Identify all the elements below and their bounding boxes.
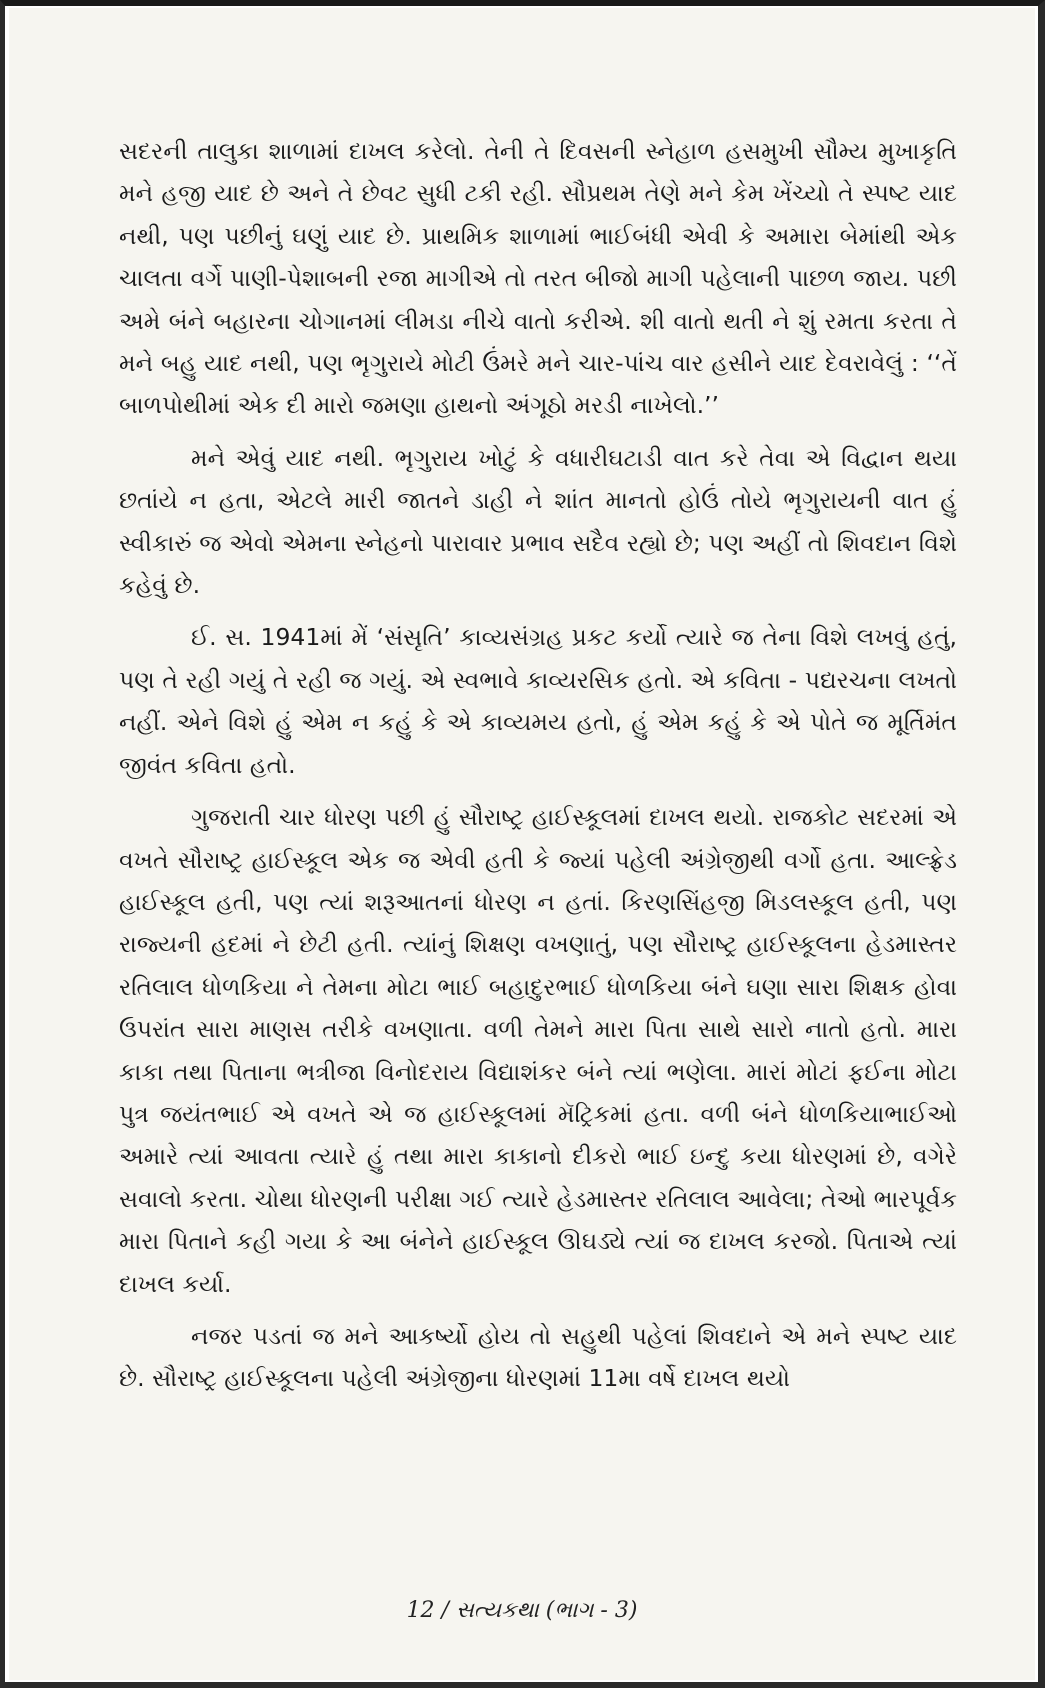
paragraph: મને એવું યાદ નથી. ભૃગુરાય ખોટું કે વધારીઘટાડી વાત કરે તેવા એ વિદ્વાન થયા છતાંયે ન હતા, એટલે મારી જાતને ડાહી ને શાંત માનતો હોઉં તોયે ભૃગુરાયની વાત હું સ્વીકારું જ એવો એમના સ્નેહનો પારાવાર પ્રભાવ સદૈવ રહ્યો છે; પણ અહીં તો શિવદાન વિશે કહેવું છે. [119, 443, 957, 600]
paragraph-continuation: સદરની તાલુકા શાળામાં દાખલ કરેલો. તેની તે દિવસની સ્નેહાળ હસમુખી સૌમ્ય મુખાકૃતિ મને હજી યાદ છે અને તે છેવટ સુધી ટકી રહી. સૌપ્રથમ તેણે મને કેમ ખેંચ્યો તે સ્પષ્ટ યાદ નથી, પણ પછીનું ઘણું યાદ છે. પ્રાથમિક શાળામાં ભાઈબંધી એવી કે અમારા બેમાંથી એક ચાલતા વર્ગે પાણી-પેશાબની રજા માગીએ તો તરત બીજો માગી પહેલાની પાછળ જાય. પછી અમે બંને બહારના ચોગાનમાં લીમડા નીચે વાતો કરીએ. શી વાતો થતી ને શું રમતા કરતા તે મને બહુ યાદ નથી, પણ ભૃગુરાયે મોટી ઉંમરે મને ચાર-પાંચ વાર હસીને યાદ દેવરાવેલું : ‘‘તેં બાળપોથીમાં એક દી મારો જમણા હાથનો અંગૂઠો મરડી નાખેલો.’’ [119, 137, 957, 420]
body-text [119, 130, 957, 1410]
paragraph: નજર પડતાં જ મને આકર્ષ્યો હોય તો સહુથી પહેલાં શિવદાને એ મને સ્પષ્ટ યાદ છે. સૌરાષ્ટ્ર હાઈસ્કૂલના પહેલી અંગ્રેજીના ધોરણમાં 11મા વર્ષે દાખલ થયો [119, 1321, 957, 1393]
paragraph: ઈ. સ. 1941માં મેં ‘સંસૃતિ’ કાવ્યસંગ્રહ પ્રકટ કર્યો ત્યારે જ તેના વિશે લખવું હતું, પણ તે રહી ગયું તે રહી જ ગયું. એ સ્વભાવે કાવ્યરસિક હતો. એ કવિતા - પદ્યરચના લખતો નહીં. એને વિશે હું એમ ન કહું કે એ કાવ્યમય હતો, હું એમ કહું કે એ પોતે જ મૂર્તિમંત જીવંત કવિતા હતો. [119, 623, 957, 779]
book-page [9, 8, 1035, 1680]
paragraph: ગુજરાતી ચાર ધોરણ પછી હું સૌરાષ્ટ્ર હાઈસ્કૂલમાં દાખલ થયો. રાજકોટ સદરમાં એ વખતે સૌરાષ્ટ્ર હાઈસ્કૂલ એક જ એવી હતી કે જ્યાં પહેલી અંગ્રેજીથી વર્ગો હતા. આલ્ફ્રેડ હાઈસ્કૂલ હતી, પણ ત્યાં શરૂઆતનાં ધોરણ ન હતાં. કિરણસિંહજી મિડલસ્કૂલ હતી, પણ રાજ્યની હદમાં ને છેટી હતી. ત્યાંનું શિક્ષણ વખણાતું, પણ સૌરાષ્ટ્ર હાઈસ્કૂલના હેડમાસ્તર રતિલાલ ધોળકિયા ને તેમના મોટા ભાઈ બહાદુરભાઈ ધોળકિયા બંને ઘણા સારા શિક્ષક હોવા ઉપરાંત સારા માણસ તરીકે વખણાતા. વળી તેમને મારા પિતા સાથે સારો નાતો હતો. મારા કાકા તથા પિતાના ભત્રીજા વિનોદરાય વિદ્યાશંકર બંને ત્યાં ભણેલા. મારાં મોટાં ફઈના મોટા પુત્ર જયંતભાઈ એ વખતે એ જ હાઈસ્કૂલમાં મૅટ્રિકમાં હતા. વળી બંને ધોળકિયાભાઈઓ અમારે ત્યાં આવતા ત્યારે હું તથા મારા કાકાનો દીકરો ભાઈ ઇન્દુ કયા ધોરણમાં છે, વગેરે સવાલો કરતા. ચોથા ધોરણની પરીક્ષા ગઈ ત્યારે હેડમાસ્તર રતિલાલ આવેલા; તેઓ ભારપૂર્વક મારા પિતાને કહી ગયા કે આ બંનેને હાઈસ્કૂલ ઊઘડ્યે ત્યાં જ દાખલ કરજો. પિતાએ ત્યાં દાખલ કર્યા. [119, 803, 957, 1298]
page-footer: 12 / સત્યકથા (ભાગ - 3) [406, 1598, 638, 1623]
